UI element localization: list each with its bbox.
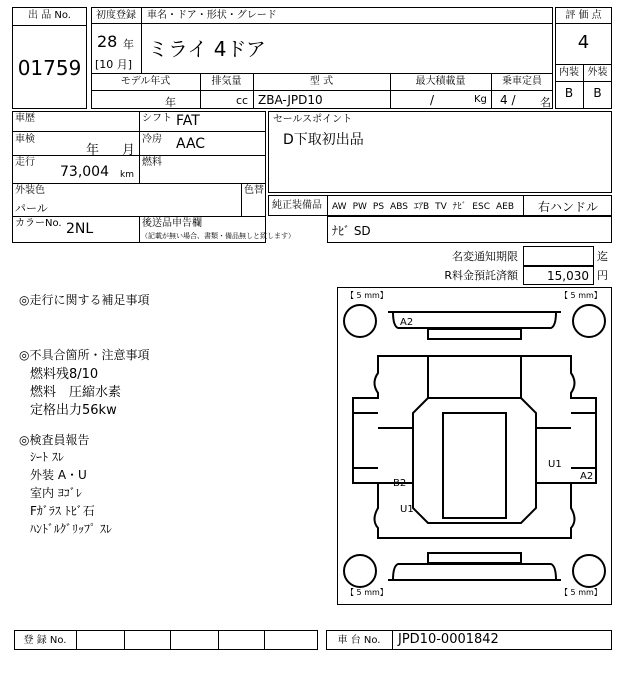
mileage-unit: km xyxy=(120,170,134,180)
tire-label-rl: 【 5 mm】 xyxy=(346,588,388,597)
fuel-label: 燃料 xyxy=(142,157,162,168)
inspection-month-unit: 月 xyxy=(122,143,136,158)
recycle-label: R料金預託済額 xyxy=(444,269,518,282)
inspection-year-unit: 年 xyxy=(86,143,100,158)
tire-label-rr: 【 5 mm】 xyxy=(560,588,602,597)
sales-point-value: D下取初出品 xyxy=(283,132,364,148)
interior-grade: B xyxy=(564,86,574,100)
inspection-label: 車検 xyxy=(15,134,35,145)
equipment-item: PS xyxy=(372,202,385,212)
chassis-value: JPD10-0001842 xyxy=(398,632,499,647)
equipment-item: TV xyxy=(435,202,447,212)
tire-front-right xyxy=(573,305,605,337)
color-no-label: カラーNo. xyxy=(15,218,62,229)
history-label: 車歴 xyxy=(15,113,35,124)
aircon-value: AAC xyxy=(176,136,206,152)
sales-point-label: セールスポイント xyxy=(273,114,353,125)
reg-no-label: 登 録 No. xyxy=(23,635,67,646)
interior-label: 内装 xyxy=(559,67,579,78)
first-reg-month: [10 月] xyxy=(95,58,133,71)
mileage-label: 走行 xyxy=(15,157,35,168)
capacity-label: 乗車定員 xyxy=(502,76,542,87)
aftermarket-box xyxy=(327,216,612,243)
tire-label-fl: 【 5 mm】 xyxy=(346,291,388,300)
sales-point-box xyxy=(268,111,612,193)
year-unit: 年 xyxy=(123,38,134,51)
max-load-unit: Kg xyxy=(474,94,487,105)
recycle-unit: 円 xyxy=(597,269,608,282)
tire-label-fr: 【 5 mm】 xyxy=(560,291,602,300)
displacement-unit: cc xyxy=(236,94,249,107)
defect-item: 燃料残8/10 xyxy=(30,367,99,382)
inspector-item: 外装 A・U xyxy=(30,468,87,482)
capacity-value: 4 / xyxy=(500,93,516,107)
color-no-value: 2NL xyxy=(66,221,94,237)
first-reg-label: 初度登録 xyxy=(96,10,136,21)
defect-item: 定格出力56kw xyxy=(30,403,117,418)
equipment-item: ESC xyxy=(472,202,490,212)
tire-rear-left xyxy=(344,555,376,587)
shift-label: シフト xyxy=(142,113,172,124)
tire-front-left xyxy=(344,305,376,337)
inspector-item: Fｶﾞﾗｽ ﾄﾋﾞ石 xyxy=(30,504,95,518)
lot-no: 01759 xyxy=(17,56,82,80)
equipment-list xyxy=(332,199,520,212)
exterior-grade: B xyxy=(593,86,602,100)
equipment-label: 純正装備品 xyxy=(272,200,322,211)
capacity-unit: 名 xyxy=(540,96,551,109)
lot-no-label: 出 品 No. xyxy=(28,10,71,21)
equipment-item: ﾅﾋﾞ xyxy=(452,202,467,212)
equipment-item: PW xyxy=(352,202,367,212)
car-name: ミライ 4ドア xyxy=(148,37,266,61)
name-change-unit: 迄 xyxy=(597,250,608,263)
steering-value: 右ハンドル xyxy=(537,200,598,214)
first-reg-year: 28 xyxy=(97,32,118,51)
score-label: 評 価 点 xyxy=(565,10,602,21)
name-change-box xyxy=(523,246,594,266)
inspector-item: ｼｰﾄ ｽﾚ xyxy=(30,450,64,464)
recycle-box xyxy=(523,266,594,285)
aftermarket-label: 後送品申告欄 xyxy=(142,218,202,229)
tire-rear-right xyxy=(573,555,605,587)
inspector-item: ﾊﾝﾄﾞﾙｸﾞﾘｯﾌﾟ ｽﾚ xyxy=(30,522,112,536)
damage-mark: U1 xyxy=(400,504,414,515)
max-load-label: 最大積載量 xyxy=(415,76,466,87)
model-year-label: モデル年式 xyxy=(120,76,171,87)
color-label: 外装色 xyxy=(15,185,45,196)
aircon-label: 冷房 xyxy=(142,134,162,145)
car-name-label: 車名・ドア・形状・グレード xyxy=(147,10,277,21)
recycle-value: 15,030 xyxy=(547,269,589,283)
equipment-item: ｴｱB xyxy=(413,202,430,212)
mileage-value: 73,004 xyxy=(60,164,109,180)
inspector-item: 室内 ﾖｺﾞﾚ xyxy=(30,486,82,500)
defects-heading: ◎不具合箇所・注意事項 xyxy=(19,348,150,362)
driving-heading: ◎走行に関する補足事項 xyxy=(19,293,150,307)
score: 4 xyxy=(577,32,590,53)
aftermarket-note: （記載が無い場合、書類・備品無しと致します） xyxy=(141,232,295,240)
max-load-value: / xyxy=(430,93,435,107)
damage-mark: A2 xyxy=(580,471,594,482)
damage-mark: A2 xyxy=(400,317,414,328)
damage-mark: B2 xyxy=(393,478,407,489)
shift-value: FAT xyxy=(176,113,200,129)
name-change-label: 名変通知期限 xyxy=(452,250,518,263)
aftermarket-value: ﾅﾋﾞ SD xyxy=(332,224,371,238)
inspector-heading: ◎検査員報告 xyxy=(19,433,90,447)
defect-item: 燃料 圧縮水素 xyxy=(30,385,122,400)
equipment-item: ABS xyxy=(390,202,408,212)
lot-no-box xyxy=(12,7,87,109)
type-value: ZBA-JPD10 xyxy=(258,93,323,107)
damage-mark: U1 xyxy=(548,459,562,470)
color-value: パール xyxy=(15,202,48,215)
displacement-label: 排気量 xyxy=(211,76,242,87)
equipment-item: AEB xyxy=(495,202,515,212)
car-diagram xyxy=(337,287,612,605)
car-diagram-svg xyxy=(338,288,611,604)
type-label: 型 式 xyxy=(309,76,334,87)
model-year-unit: 年 xyxy=(165,96,176,109)
chassis-label: 車 台 No. xyxy=(337,635,381,646)
exterior-label: 外装 xyxy=(587,67,608,78)
color-change-label: 色替 xyxy=(244,185,264,196)
equipment-item: AW xyxy=(332,202,347,212)
